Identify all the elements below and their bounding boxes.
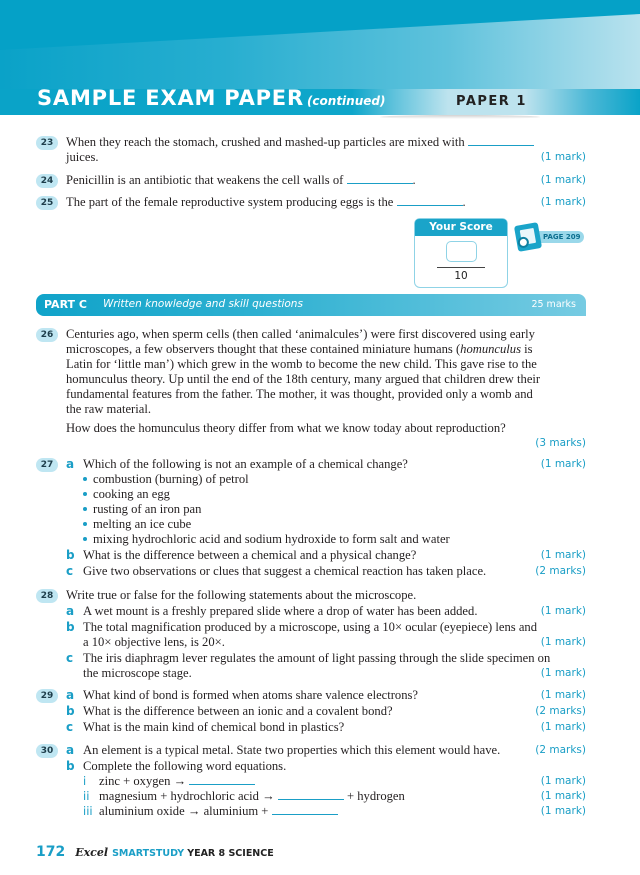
score-fraction-line: [437, 267, 485, 268]
page-title-text: SAMPLE EXAM PAPER: [37, 86, 304, 110]
option-item: [83, 517, 586, 532]
footer-series: SMARTSTUDY: [112, 848, 185, 859]
mark-label: (1 mark): [540, 721, 586, 733]
part-a-label: a: [66, 743, 75, 757]
question-text: What kind of bond is formed when atoms share valence electrons?: [83, 688, 419, 702]
part-b-label: b: [66, 759, 75, 773]
roman-label: i: [83, 774, 87, 788]
part-a-label: a: [66, 457, 75, 471]
question-number-badge: 27: [36, 458, 58, 472]
answer-blank[interactable]: [272, 804, 338, 815]
part-c-header: [36, 294, 586, 316]
part-c-label: c: [66, 564, 74, 578]
passage-text: is: [521, 342, 533, 356]
question-number-badge: 30: [36, 744, 58, 758]
question-text: the microscope stage.: [83, 666, 192, 680]
passage-line: [66, 342, 586, 357]
question-text: When they reach the stomach, crushed and mashed-up particles are mixed with: [66, 135, 465, 149]
option-text: melting an ice cube: [93, 517, 192, 531]
question-text: Complete the following word equations.: [83, 759, 287, 773]
page-number: 172: [36, 844, 66, 860]
footer-title: YEAR 8 SCIENCE: [187, 848, 274, 859]
passage-line: Latin for ‘little man’) which grew in the womb to become the new child. This gave rise to the: [66, 357, 537, 371]
question-text: The part of the female reproductive system producing eggs is the: [66, 195, 394, 209]
question-number-badge: 29: [36, 689, 58, 703]
option-text: rusting of an iron pan: [93, 502, 202, 516]
mark-label: (3 marks): [535, 437, 586, 449]
option-item: [83, 502, 586, 517]
part-marks: 25 marks: [531, 299, 576, 310]
passage-text: microscopes, a few observers thought that these contained miniature humans (: [66, 342, 461, 356]
option-item: [83, 487, 586, 502]
document-magnifier-icon: [514, 222, 542, 252]
answer-blank[interactable]: [468, 135, 534, 146]
question-28: [36, 588, 586, 683]
mark-label: (2 marks): [535, 565, 586, 577]
answer-blank[interactable]: [397, 195, 463, 206]
option-item: [83, 532, 586, 547]
mark-label: (1 mark): [540, 636, 586, 648]
bullet-icon: [83, 537, 87, 541]
score-box-title: Your Score: [415, 219, 507, 236]
equation-text: zinc + oxygen →: [99, 774, 187, 788]
score-total: 10: [454, 270, 468, 282]
question-30: [36, 743, 586, 823]
passage-line: homunculus theory. Up until the end of the 18th century, many argued that children drew their: [66, 372, 541, 386]
part-b-label: b: [66, 704, 75, 718]
mark-label: (1 mark): [540, 775, 586, 787]
answer-blank[interactable]: [278, 789, 344, 800]
mark-label: (1 mark): [540, 689, 586, 701]
question-text: What is the difference between an ionic and a covalent bond?: [83, 704, 393, 718]
question-number-badge: 23: [36, 136, 58, 150]
question-text: Give two observations or clues that suggest a chemical reaction has taken place.: [83, 564, 487, 578]
question-number-badge: 26: [36, 328, 58, 342]
punctuation: .: [412, 173, 416, 187]
mark-label: (1 mark): [540, 805, 586, 817]
question-text: What is the main kind of chemical bond in plastics?: [83, 720, 345, 734]
question-text: juices.: [66, 150, 99, 164]
question-29: [36, 688, 586, 738]
header-tab-shadow: [380, 115, 540, 119]
page-title: [37, 86, 385, 110]
equation-text: aluminium oxide → aluminium +: [99, 804, 269, 818]
score-input[interactable]: [446, 241, 477, 262]
question-25: [36, 195, 586, 211]
mark-label: (1 mark): [540, 790, 586, 802]
question-number-badge: 28: [36, 589, 58, 603]
bullet-icon: [83, 522, 87, 526]
paper-label: PAPER 1: [456, 94, 527, 109]
mark-label: (2 marks): [535, 744, 586, 756]
mark-label: (2 marks): [535, 705, 586, 717]
part-c-label: c: [66, 651, 74, 665]
mark-label: (1 mark): [540, 605, 586, 617]
equation-item: [83, 789, 586, 804]
question-number-badge: 24: [36, 174, 58, 188]
option-text: mixing hydrochloric acid and sodium hydroxide to form salt and water: [93, 532, 450, 546]
question-text: An element is a typical metal. State two properties which this element would have.: [83, 743, 501, 757]
question-27: [36, 457, 586, 582]
mark-label: (1 mark): [540, 549, 586, 561]
equation-text: + hydrogen: [347, 789, 405, 803]
question-text: The total magnification produced by a microscope, using a 10× ocular (eyepiece) lens and: [83, 620, 538, 634]
part-label: PART C: [44, 298, 87, 311]
score-box: [414, 218, 508, 288]
mark-label: (1 mark): [540, 151, 586, 163]
option-text: cooking an egg: [93, 487, 170, 501]
part-a-label: a: [66, 604, 75, 618]
question-text: What is the difference between a chemical and a physical change?: [83, 548, 417, 562]
question-text: Which of the following is not an example of a chemical change?: [83, 457, 408, 471]
question-text: Penicillin is an antibiotic that weakens the cell walls of: [66, 173, 344, 187]
footer-brand: Excel: [75, 846, 109, 859]
mark-label: (1 mark): [540, 174, 586, 186]
question-number-badge: 25: [36, 196, 58, 210]
bullet-icon: [83, 507, 87, 511]
part-b-label: b: [66, 620, 75, 634]
question-text: How does the homunculus theory differ from what we know today about reproduction?: [66, 421, 506, 435]
equation-item: [83, 774, 586, 789]
part-a-label: a: [66, 688, 75, 702]
bullet-icon: [83, 477, 87, 481]
answer-blank[interactable]: [189, 774, 255, 785]
punctuation: .: [462, 195, 466, 209]
roman-label: iii: [83, 804, 93, 818]
part-c-label: c: [66, 720, 74, 734]
page-footer: [36, 843, 274, 861]
equation-text: magnesium + hydrochloric acid →: [99, 789, 275, 803]
passage-line: the raw material.: [66, 402, 151, 416]
equation-item: [83, 804, 586, 819]
bullet-icon: [83, 492, 87, 496]
question-text: The iris diaphragm lever regulates the amount of light passing through the slide specimen on: [83, 651, 551, 665]
mark-label: (1 mark): [540, 196, 586, 208]
question-24: [36, 173, 586, 189]
passage-line: Centuries ago, when sperm cells (then called ‘animalcules’) were first discovered using early: [66, 327, 535, 341]
passage-line: fundamental features from the father. The mother, it was thought, provided only a womb and: [66, 387, 533, 401]
question-26: [36, 327, 586, 452]
page-subtitle: (continued): [306, 94, 386, 108]
mark-label: (1 mark): [540, 667, 586, 679]
passage-italic-term: homunculus: [460, 342, 522, 356]
mark-label: (1 mark): [540, 458, 586, 470]
question-text: Write true or false for the following statements about the microscope.: [66, 588, 417, 602]
part-description: Written knowledge and skill questions: [103, 298, 303, 310]
answer-blank[interactable]: [347, 173, 413, 184]
page-reference[interactable]: [516, 222, 586, 254]
question-text: a 10× objective lens, is 20×.: [83, 635, 225, 649]
question-text: A wet mount is a freshly prepared slide where a drop of water has been added.: [83, 604, 478, 618]
option-text: combustion (burning) of petrol: [93, 472, 249, 486]
option-item: [83, 472, 586, 487]
question-23: [36, 135, 586, 167]
page-reference-label: PAGE 209: [537, 231, 584, 243]
part-b-label: b: [66, 548, 75, 562]
roman-label: ii: [83, 789, 90, 803]
